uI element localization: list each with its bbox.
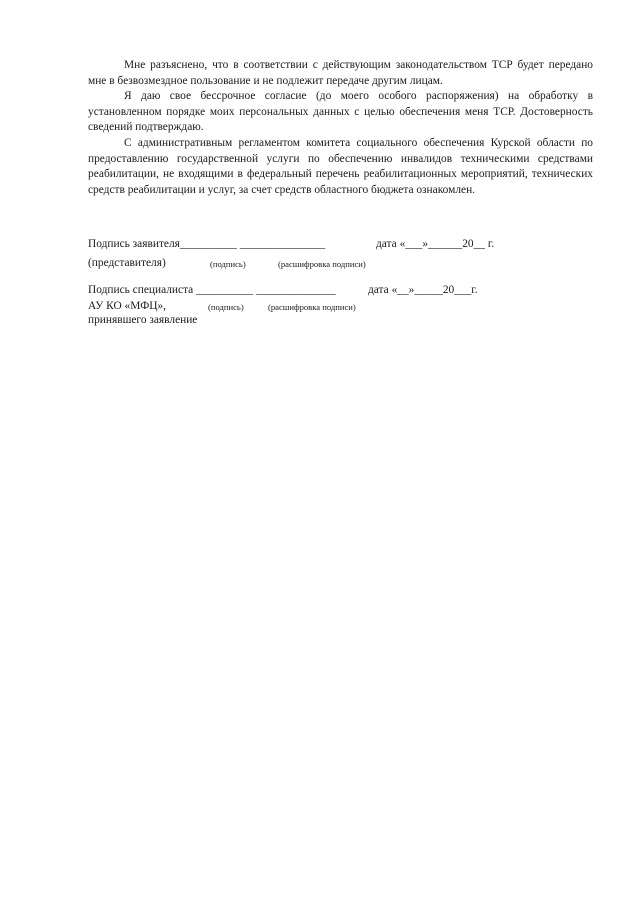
specialist-decode-hint: (расшифровка подписи)	[268, 302, 356, 312]
consent-text	[88, 58, 593, 198]
applicant-signature-hint: (подпись)	[210, 259, 246, 269]
paragraph-regulation-acknowledgement: С административным регламентом комитета социального обеспечения Курской области по предоставлению государственной услуги по обеспечению инвалидов техническими средствами реабилитации, не входящими в федеральный перечень реабилитационных мероприятий, технических средств реабилитации и услуг, за счет средств областного бюджета ознакомлен.	[88, 136, 593, 196]
applicant-date: дата «___»______20__ г.	[376, 238, 495, 250]
specialist-date: дата «__»_____20___г.	[368, 284, 478, 296]
applicant-decode-hint: (расшифровка подписи)	[278, 259, 366, 269]
specialist-signature-hint: (подпись)	[208, 302, 244, 312]
paragraph-personal-data-consent: Я даю свое бессрочное согласие (до моего особого распоряжения) на обработку в установленном порядке моих персональных данных с целью обеспечения меня ТСР. Достоверность сведений подтверждаю.	[88, 90, 593, 134]
applicant-signature-block	[88, 238, 568, 271]
specialist-signature-label: Подпись специалиста __________ ______________	[88, 284, 336, 296]
specialist-signature-block	[88, 284, 568, 328]
specialist-accepted-label: принявшего заявление	[88, 314, 198, 326]
paragraph-tsr-transfer: Мне разъяснено, что в соответствии с действующим законодательством ТСР будет передано мне в безвозмездное пользование и не подлежит передаче другим лицам.	[88, 59, 593, 87]
specialist-org-label: АУ КО «МФЦ»,	[88, 300, 166, 312]
applicant-representative-label: (представителя)	[88, 257, 166, 269]
applicant-signature-label: Подпись заявителя__________ _______________	[88, 238, 326, 250]
